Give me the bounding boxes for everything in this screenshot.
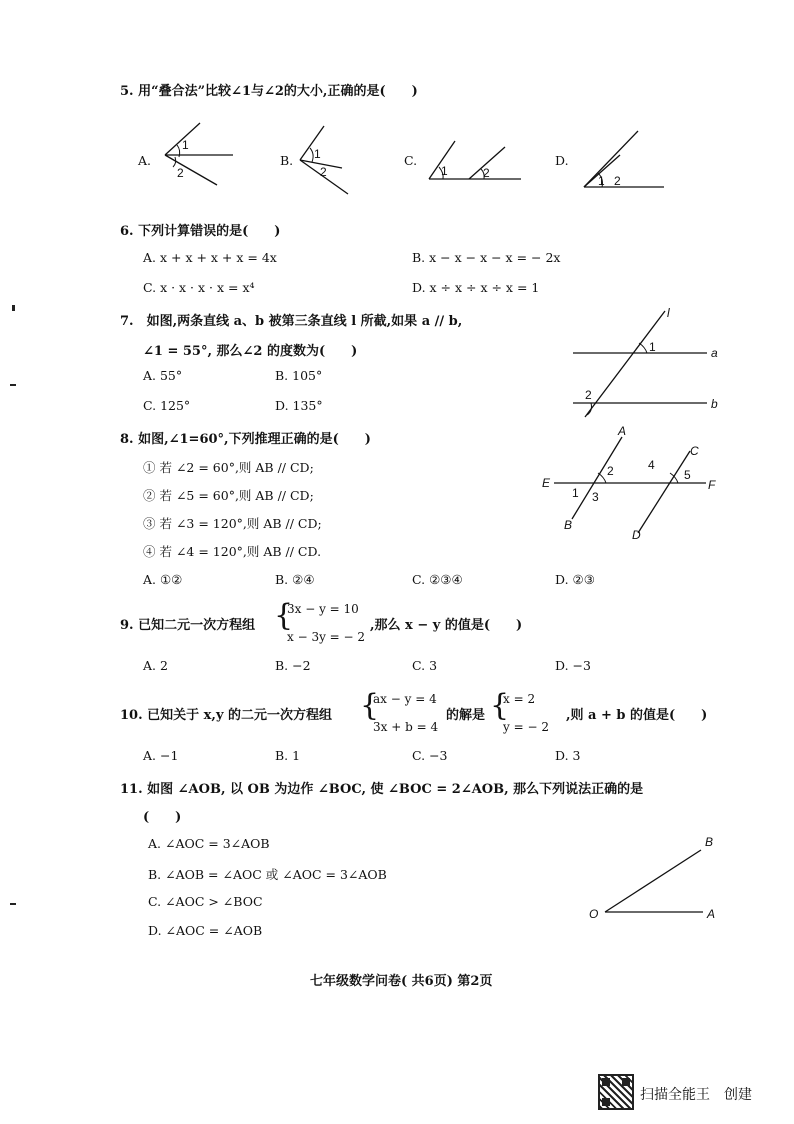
q7-label-2: 2 bbox=[585, 388, 592, 402]
q7-stem-line1: 7. 如图,两条直线 a、b 被第三条直线 l 所截,如果 a // b, bbox=[120, 314, 463, 329]
q10-stem-mid: 的解是 bbox=[446, 708, 486, 723]
q7-figure bbox=[565, 305, 725, 420]
q9-option-b: B. −2 bbox=[275, 658, 311, 673]
q10-option-c: C. −3 bbox=[412, 748, 448, 763]
page-footer: 七年级数学问卷( 共6页) 第2页 bbox=[310, 974, 493, 989]
q10-brace-2: { bbox=[490, 688, 510, 723]
q11-label-A: A bbox=[707, 907, 716, 921]
q11-stem-line1: 11. 如图 ∠AOB, 以 OB 为边作 ∠BOC, 使 ∠BOC = 2∠AOB, 那么下列说法正确的是 bbox=[120, 782, 644, 797]
q8-label-A: A bbox=[618, 424, 627, 438]
q10-sol2: y = − 2 bbox=[503, 720, 549, 734]
q7-option-c: C. 125° bbox=[143, 398, 191, 413]
q5d-label-1: 1 bbox=[598, 174, 605, 188]
q7-label-a: a bbox=[711, 346, 718, 360]
q5-figure-b bbox=[296, 120, 366, 200]
q7-label-1: 1 bbox=[649, 340, 656, 354]
q10-eq2: 3x + b = 4 bbox=[373, 720, 439, 734]
q7-option-d: D. 135° bbox=[275, 398, 323, 413]
q7-label-l: l bbox=[667, 306, 670, 320]
q10-option-d: D. 3 bbox=[555, 748, 581, 763]
q5-option-b: B. bbox=[280, 153, 294, 168]
q8-label-3: 3 bbox=[592, 490, 599, 504]
q9-eq2: x − 3y = − 2 bbox=[287, 630, 366, 644]
q10-brace-1: { bbox=[360, 688, 380, 723]
q5-option-a: A. bbox=[138, 153, 152, 168]
q8-label-4: 4 bbox=[648, 458, 655, 472]
q5c-label-2: 2 bbox=[483, 166, 490, 180]
q5-option-d: D. bbox=[555, 153, 569, 168]
q8-label-B: B bbox=[564, 518, 573, 532]
q5d-label-2: 2 bbox=[614, 174, 621, 188]
q7-option-b: B. 105° bbox=[275, 368, 323, 383]
q8-label-1: 1 bbox=[572, 486, 579, 500]
q8-item-3: ③ 若 ∠3 = 120°,则 AB // CD; bbox=[143, 516, 322, 531]
q8-label-F: F bbox=[708, 478, 716, 492]
q9-brace: { bbox=[274, 598, 294, 633]
q9-stem-post: ,那么 x − y 的值是( ) bbox=[370, 618, 523, 633]
q8-label-2: 2 bbox=[607, 464, 614, 478]
q10-option-b: B. 1 bbox=[275, 748, 301, 763]
scan-mark bbox=[12, 305, 15, 311]
q11-label-O: O bbox=[589, 907, 599, 921]
q5b-label-2: 2 bbox=[320, 165, 327, 179]
q8-label-C: C bbox=[690, 444, 699, 458]
q6-option-d: D. x ÷ x ÷ x ÷ x = 1 bbox=[412, 280, 540, 295]
q8-item-1: ① 若 ∠2 = 60°,则 AB // CD; bbox=[143, 460, 314, 475]
q10-sol1: x = 2 bbox=[503, 692, 536, 706]
q5a-label-2: 2 bbox=[177, 166, 184, 180]
q11-option-d: D. ∠AOC = ∠AOB bbox=[148, 923, 263, 938]
q8-figure bbox=[540, 425, 730, 545]
q8-option-a: A. ①② bbox=[143, 572, 183, 587]
q5-option-c: C. bbox=[404, 153, 418, 168]
q11-option-b: B. ∠AOB = ∠AOC 或 ∠AOC = 3∠AOB bbox=[148, 867, 387, 882]
q9-stem-pre: 9. 已知二元一次方程组 bbox=[120, 618, 256, 633]
q9-option-c: C. 3 bbox=[412, 658, 438, 673]
q10-stem-post: ,则 a + b 的值是( ) bbox=[566, 708, 708, 723]
q9-option-d: D. −3 bbox=[555, 658, 591, 673]
q8-option-d: D. ②③ bbox=[555, 572, 595, 587]
qr-code-icon bbox=[598, 1074, 634, 1110]
q8-item-4: ④ 若 ∠4 = 120°,则 AB // CD. bbox=[143, 544, 322, 559]
q8-label-5: 5 bbox=[684, 468, 691, 482]
scan-mark bbox=[10, 384, 16, 386]
q11-option-a: A. ∠AOC = 3∠AOB bbox=[148, 836, 270, 851]
q5b-label-1: 1 bbox=[314, 147, 321, 161]
q9-option-a: A. 2 bbox=[143, 658, 168, 673]
q5-figure-a bbox=[155, 115, 245, 195]
q8-label-D: D bbox=[632, 528, 641, 542]
q6-stem: 6. 下列计算错误的是( ) bbox=[120, 224, 281, 239]
q11-figure bbox=[585, 832, 725, 927]
q5-figure-c bbox=[425, 135, 525, 185]
q6-option-c: C. x · x · x · x = x⁴ bbox=[143, 280, 255, 295]
q10-eq1: ax − y = 4 bbox=[373, 692, 437, 706]
q8-label-E: E bbox=[542, 476, 551, 490]
q5-stem: 5. 用“叠合法”比较∠1与∠2的大小,正确的是( ) bbox=[120, 84, 418, 99]
q7-option-a: A. 55° bbox=[143, 368, 183, 383]
q10-option-a: A. −1 bbox=[143, 748, 179, 763]
q7-label-b: b bbox=[711, 397, 718, 411]
q5c-label-1: 1 bbox=[441, 164, 448, 178]
q6-option-b: B. x − x − x − x = − 2x bbox=[412, 250, 561, 265]
q8-item-2: ② 若 ∠5 = 60°,则 AB // CD; bbox=[143, 488, 314, 503]
q5a-label-1: 1 bbox=[182, 138, 189, 152]
q11-stem-line2: ( ) bbox=[143, 810, 182, 825]
q8-option-b: B. ②④ bbox=[275, 572, 315, 587]
q7-stem-line2: ∠1 = 55°, 那么∠2 的度数为( ) bbox=[143, 344, 358, 359]
q10-stem-pre: 10. 已知关于 x,y 的二元一次方程组 bbox=[120, 708, 333, 723]
q9-eq1: 3x − y = 10 bbox=[287, 602, 359, 616]
scanner-watermark: 扫描全能王 创建 bbox=[640, 1086, 752, 1102]
q11-option-c: C. ∠AOC > ∠BOC bbox=[148, 894, 263, 909]
q11-label-B: B bbox=[705, 835, 714, 849]
q6-option-a: A. x + x + x + x = 4x bbox=[143, 250, 277, 265]
q5-figure-d bbox=[580, 127, 670, 192]
q8-option-c: C. ②③④ bbox=[412, 572, 463, 587]
scan-mark bbox=[10, 903, 16, 905]
q8-stem: 8. 如图,∠1=60°,下列推理正确的是( ) bbox=[120, 432, 371, 447]
